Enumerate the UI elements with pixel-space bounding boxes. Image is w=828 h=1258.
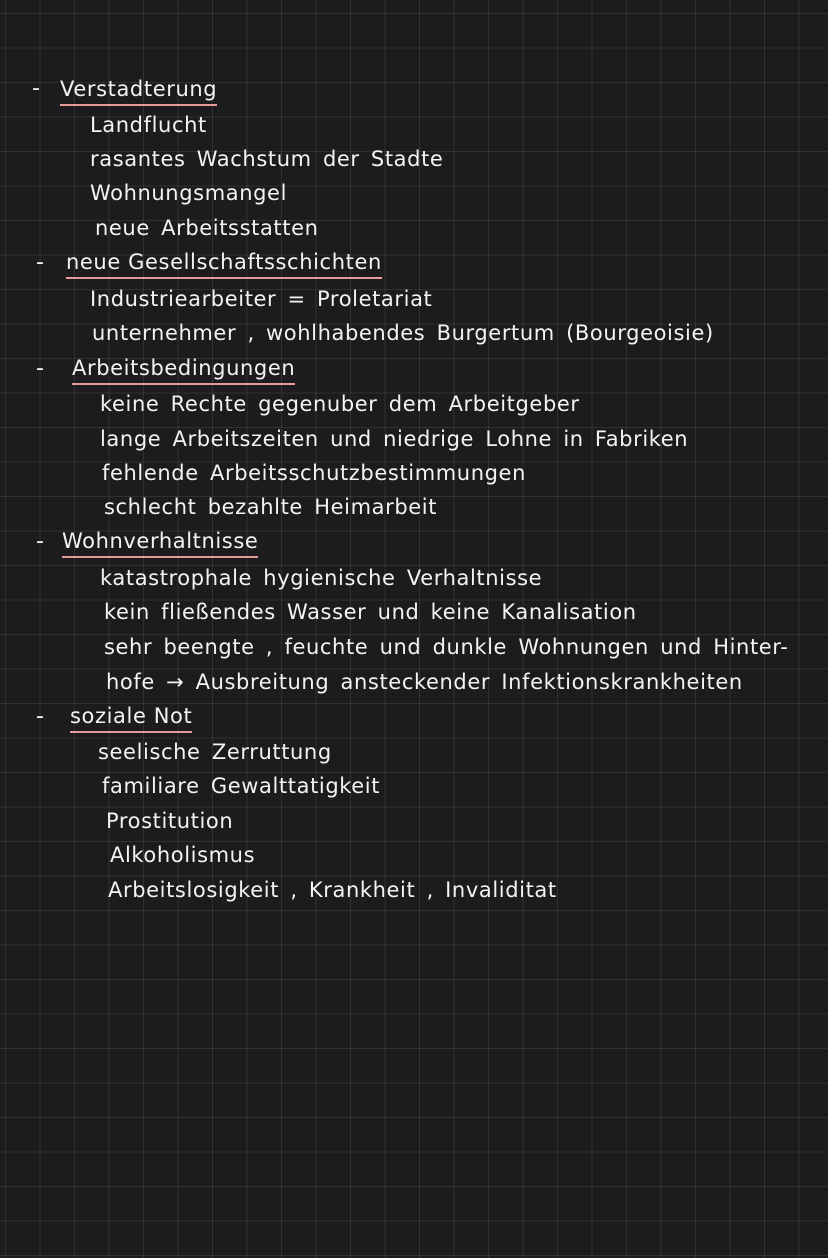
list-item: neue Arbeitsstatten — [95, 216, 319, 240]
list-item: kein fließendes Wasser und keine Kanalisation — [104, 600, 637, 624]
list-item: seelische Zerruttung — [98, 740, 332, 764]
section-heading: soziale Not — [70, 703, 192, 733]
list-item: keine Rechte gegenuber dem Arbeitgeber — [100, 392, 580, 416]
list-item: sehr beengte , feuchte und dunkle Wohnungen und Hinter- — [104, 635, 789, 659]
section-heading: Arbeitsbedingungen — [72, 355, 295, 385]
list-item: familiare Gewalttatigkeit — [102, 774, 381, 798]
list-item: katastrophale hygienische Verhaltnisse — [100, 566, 543, 590]
section-heading: neue Gesellschaftsschichten — [66, 249, 382, 279]
list-item: rasantes Wachstum der Stadte — [90, 147, 444, 171]
bullet-dash: - — [32, 76, 40, 101]
bullet-dash: - — [36, 250, 44, 275]
list-item: schlecht bezahlte Heimarbeit — [104, 495, 438, 519]
bullet-dash: - — [36, 704, 44, 729]
list-item: unternehmer , wohlhabendes Burgertum (Bourgeoisie) — [92, 321, 714, 345]
section-heading: Verstadterung — [60, 76, 217, 106]
bullet-dash: - — [36, 529, 44, 554]
bullet-dash: - — [36, 356, 44, 381]
list-item: hofe → Ausbreitung ansteckender Infektionskrankheiten — [106, 670, 743, 694]
list-item: fehlende Arbeitsschutzbestimmungen — [102, 461, 526, 485]
list-item: Prostitution — [106, 809, 234, 833]
list-item: Landflucht — [90, 113, 207, 137]
list-item: Wohnungsmangel — [90, 181, 288, 205]
list-item: Alkoholismus — [110, 843, 256, 867]
list-item: Industriearbeiter = Proletariat — [90, 287, 433, 311]
section-heading: Wohnverhaltnisse — [62, 528, 258, 558]
list-item: Arbeitslosigkeit , Krankheit , Invaliditat — [108, 878, 557, 902]
list-item: lange Arbeitszeiten und niedrige Lohne in Fabriken — [100, 427, 689, 451]
